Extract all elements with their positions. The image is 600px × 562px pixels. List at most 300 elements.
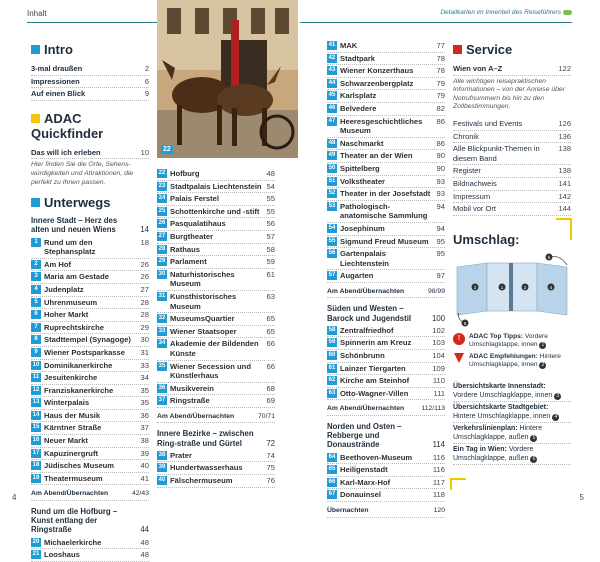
entry-page: 118 bbox=[432, 490, 445, 500]
entry-number: 12 bbox=[32, 386, 40, 393]
entry-page: 57 bbox=[266, 231, 275, 241]
entry-title: Ruprechtskirche bbox=[44, 322, 104, 332]
entry-number: 15 bbox=[32, 424, 40, 431]
entry-title: Parlament bbox=[170, 257, 207, 267]
entry-page: 28 bbox=[140, 310, 149, 320]
entry-number: 35 bbox=[158, 362, 166, 369]
entry-title: MuseumsQuartier bbox=[170, 314, 235, 324]
photo-illustration bbox=[157, 0, 298, 158]
entry-number: 65 bbox=[328, 466, 336, 473]
entry-page: 35 bbox=[140, 398, 149, 408]
toc-row[interactable]: Wien von A–Z 122 bbox=[453, 63, 571, 76]
entry-title: Karl-Marx-Hof bbox=[340, 477, 391, 487]
toc-entry[interactable] bbox=[157, 326, 275, 339]
entry-page: 82 bbox=[436, 103, 445, 113]
entry-number: 8 bbox=[31, 335, 41, 344]
toc-entry[interactable] bbox=[327, 78, 445, 91]
entry-title: Gartenpalais Liechtenstein bbox=[340, 249, 389, 268]
entry-page: 95 bbox=[436, 249, 445, 259]
page-number-left: 4 bbox=[12, 493, 17, 502]
entry-number: 30 bbox=[158, 270, 166, 277]
entry-number: 6 bbox=[31, 310, 41, 319]
photo-hofburg bbox=[157, 0, 298, 158]
entry-title: Augarten bbox=[340, 271, 374, 281]
toc-entry[interactable] bbox=[327, 53, 445, 66]
entry-number: 19 bbox=[32, 474, 40, 481]
toc-footer[interactable]: Am Abend/Übernachten 98/99 bbox=[327, 286, 445, 299]
entry-number: 31 bbox=[158, 292, 166, 299]
toc-entry[interactable] bbox=[157, 231, 275, 244]
service-row-page: 141 bbox=[558, 178, 571, 188]
entry-number: 20 bbox=[32, 538, 40, 545]
entry-title: Jüdisches Museum bbox=[44, 461, 115, 471]
entry-number: 54 bbox=[328, 224, 336, 231]
entry-title: Wiener Secession und Künstlerhaus bbox=[170, 361, 251, 381]
toc-entry[interactable] bbox=[157, 395, 275, 408]
entry-number: 46 bbox=[328, 104, 336, 111]
entry-page: 63 bbox=[266, 291, 275, 301]
entry-page: 26 bbox=[140, 272, 149, 282]
entry-title: Hoher Markt bbox=[44, 310, 89, 320]
entry-title: Sigmund Freud Museum bbox=[340, 236, 429, 246]
entry-page: 35 bbox=[140, 385, 149, 395]
toc-entry[interactable] bbox=[157, 218, 275, 231]
entry-number: 37 bbox=[158, 397, 166, 404]
entry-title: Karlsplatz bbox=[340, 91, 377, 101]
entry-page: 33 bbox=[140, 360, 149, 370]
cover-diagram bbox=[453, 253, 571, 331]
entry-number: 48 bbox=[328, 139, 336, 146]
entry-title: Franziskanerkirche bbox=[44, 385, 114, 395]
entry-page: 95 bbox=[436, 236, 445, 246]
cover-ref: Verkehrslinienplan: Hintere Umschlagklappe, außen 5 bbox=[453, 423, 571, 444]
toc-entry[interactable] bbox=[327, 188, 445, 201]
entry-page: 31 bbox=[140, 347, 149, 357]
square-icon bbox=[453, 45, 462, 54]
entry-page: 86 bbox=[436, 116, 445, 126]
entry-page: 74 bbox=[266, 450, 275, 460]
entry-page: 65 bbox=[266, 314, 275, 324]
square-icon bbox=[31, 114, 40, 123]
column-middle bbox=[157, 168, 275, 488]
toc-entry[interactable] bbox=[327, 138, 445, 151]
toc-entry[interactable] bbox=[157, 450, 275, 463]
entry-number: 52 bbox=[328, 190, 336, 197]
toc-entry[interactable] bbox=[327, 236, 445, 249]
service-row[interactable] bbox=[453, 143, 571, 165]
entry-page: 66 bbox=[266, 361, 275, 371]
entry-page: 34 bbox=[140, 373, 149, 383]
entry-number: 36 bbox=[158, 384, 166, 391]
entry-number: 25 bbox=[158, 207, 166, 214]
entry-number: 21 bbox=[32, 551, 40, 558]
entry-title: Hofburg bbox=[170, 169, 200, 178]
entry-title: Haus der Musik bbox=[44, 410, 101, 420]
entry-title: Schönbrunn bbox=[340, 351, 385, 361]
toc-entry[interactable] bbox=[31, 537, 149, 550]
entry-title: Stadttempel (Synagoge) bbox=[44, 335, 131, 345]
service-row-page: 144 bbox=[558, 204, 571, 214]
entry-page: 55 bbox=[266, 206, 275, 216]
entry-number: 62 bbox=[328, 377, 336, 384]
entry-number: 3 bbox=[31, 272, 41, 281]
service-row[interactable] bbox=[453, 203, 571, 216]
toc-entry[interactable] bbox=[31, 397, 149, 410]
entry-title: Michaelerkirche bbox=[44, 537, 102, 547]
group-title: Norden und Osten – Rebberge und Donaustrände 114 bbox=[327, 422, 445, 450]
toc-entry[interactable] bbox=[31, 284, 149, 297]
toc-entry[interactable] bbox=[327, 150, 445, 163]
entry-title: Rathaus bbox=[170, 244, 200, 254]
entry-title: MAK bbox=[340, 41, 358, 50]
svg-text:6: 6 bbox=[463, 320, 467, 326]
entry-page: 102 bbox=[432, 325, 445, 335]
toc-entry[interactable] bbox=[327, 248, 445, 270]
group-title: Rund um die Hofburg – Kunst entlang der Ringstraße 44 bbox=[31, 507, 149, 535]
toc-entry[interactable] bbox=[157, 206, 275, 219]
entry-number: 55 bbox=[328, 237, 336, 244]
toc-entry[interactable] bbox=[327, 201, 445, 223]
header bbox=[0, 9, 600, 23]
entry-page: 94 bbox=[436, 223, 445, 233]
toc-entry[interactable] bbox=[327, 489, 445, 502]
entry-page: 90 bbox=[436, 151, 445, 161]
entry-number: 40 bbox=[158, 477, 166, 484]
entry-page: 103 bbox=[432, 338, 445, 348]
toc-row[interactable]: Auf einen Blick 9 bbox=[31, 88, 149, 101]
toc-entry[interactable] bbox=[31, 473, 149, 486]
entry-page: 56 bbox=[266, 219, 275, 229]
entry-number: 18 bbox=[32, 462, 40, 469]
service-row[interactable] bbox=[453, 118, 571, 131]
toc-entry[interactable] bbox=[157, 269, 275, 291]
entry-number: 29 bbox=[158, 258, 166, 265]
toc-entry[interactable] bbox=[157, 181, 275, 194]
toc-entry[interactable] bbox=[31, 259, 149, 272]
corner-mark bbox=[450, 478, 466, 480]
service-row[interactable] bbox=[453, 131, 571, 144]
toc-entry[interactable] bbox=[157, 291, 275, 313]
toc-entry[interactable] bbox=[327, 452, 445, 465]
toc-row[interactable]: 3-mal draußen 2 bbox=[31, 63, 149, 76]
entry-title: Theater an der Wien bbox=[340, 151, 413, 161]
toc-entry[interactable] bbox=[327, 223, 445, 236]
entry-title: Stadtpalais Liechtenstein bbox=[170, 181, 262, 191]
entry-title: Maria am Gestade bbox=[44, 272, 109, 282]
section-service-title: Service bbox=[453, 42, 571, 57]
cover-ref: Übersichtskarte Innenstadt: Vordere Umschlagklappe, innen 3 bbox=[453, 381, 571, 402]
entry-title: Josephinum bbox=[340, 223, 385, 233]
entry-page: 78 bbox=[436, 53, 445, 63]
entry-number: 11 bbox=[32, 374, 40, 381]
entry-number: 49 bbox=[328, 152, 336, 159]
entry-page: 93 bbox=[436, 176, 445, 186]
entry-page: 61 bbox=[266, 269, 275, 279]
entry-number: 56 bbox=[328, 250, 336, 257]
entry-page: 36 bbox=[140, 410, 149, 420]
toc-entry[interactable] bbox=[31, 422, 149, 435]
group-title: Innere Bezirke – zwischen Ring-straße und Gürtel 72 bbox=[157, 429, 275, 448]
toc-entry[interactable] bbox=[31, 385, 149, 398]
service-row-title: Alle Blickpunkt-Themen in diesem Band bbox=[453, 144, 540, 163]
entry-title: Theater in der Josefstadt bbox=[340, 189, 431, 199]
toc-entry[interactable] bbox=[31, 372, 149, 385]
toc-entry[interactable] bbox=[31, 309, 149, 322]
entry-number: 59 bbox=[328, 339, 336, 346]
entry-number: 42 bbox=[328, 54, 336, 61]
entry-number: 16 bbox=[32, 437, 40, 444]
photo-number: 22 bbox=[163, 146, 171, 153]
entry-title: Dominikanerkirche bbox=[44, 360, 113, 370]
entry-title: Wiener Postsparkasse bbox=[44, 347, 125, 357]
entry-number: 41 bbox=[328, 42, 336, 48]
entry-page: 116 bbox=[432, 465, 445, 475]
entry-number: 33 bbox=[158, 327, 166, 334]
column-right-toc bbox=[327, 40, 445, 518]
toc-entry[interactable] bbox=[327, 477, 445, 490]
service-row-title: Bildnachweis bbox=[453, 178, 497, 188]
entry-page: 48 bbox=[140, 537, 149, 547]
toc-entry[interactable] bbox=[327, 163, 445, 176]
entry-page: 75 bbox=[266, 463, 275, 473]
toc-entry[interactable] bbox=[327, 350, 445, 363]
entry-page: 94 bbox=[436, 201, 445, 211]
entry-number: 39 bbox=[158, 464, 166, 471]
entry-page: 59 bbox=[266, 257, 275, 267]
entry-title: Schottenkirche und -stift bbox=[170, 206, 260, 216]
cover-ref: Ein Tag in Wien: Vordere Umschlagklappe, außen 6 bbox=[453, 444, 571, 465]
entry-number: 58 bbox=[328, 326, 336, 333]
entry-page: 26 bbox=[140, 259, 149, 269]
toc-entry[interactable] bbox=[31, 334, 149, 347]
column-left bbox=[31, 38, 149, 562]
service-row-page: 138 bbox=[558, 166, 571, 176]
entry-page: 48 bbox=[140, 550, 149, 560]
entry-title: Spittelberg bbox=[340, 163, 380, 173]
entry-title: Akademie der Bildenden Künste bbox=[170, 339, 259, 358]
entry-page: 40 bbox=[140, 461, 149, 471]
entry-page: 29 bbox=[140, 322, 149, 332]
toc-entry[interactable] bbox=[327, 40, 445, 53]
toc-footer[interactable]: Übernachten 120 bbox=[327, 505, 445, 518]
entry-title: Burgtheater bbox=[170, 231, 214, 241]
entry-page: 37 bbox=[140, 423, 149, 433]
entry-number: 67 bbox=[328, 491, 336, 498]
entry-number: 5 bbox=[31, 298, 41, 307]
toc-footer[interactable]: Am Abend/Übernachten 42/43 bbox=[31, 488, 149, 501]
entry-number: 14 bbox=[32, 411, 40, 418]
entry-number: 23 bbox=[158, 182, 166, 189]
umschlag-title: Umschlag: bbox=[453, 231, 520, 247]
page-number-right: 5 bbox=[579, 493, 584, 502]
toc-entry[interactable] bbox=[327, 388, 445, 401]
entry-page: 79 bbox=[436, 91, 445, 101]
toc-entry[interactable] bbox=[31, 435, 149, 448]
toc-entry[interactable] bbox=[31, 322, 149, 335]
entry-page: 30 bbox=[140, 335, 149, 345]
entry-page: 27 bbox=[140, 284, 149, 294]
toc-entry[interactable] bbox=[157, 462, 275, 475]
entry-title: Hundertwasserhaus bbox=[170, 463, 243, 473]
entry-title: Donauinsel bbox=[340, 490, 381, 500]
cover-ref: Übersichtskarte Stadtgebiet: Hintere Umschlagklappe, innen 4 bbox=[453, 402, 571, 423]
group-title: Süden und Westen – Barock und Jugendstil 100 bbox=[327, 304, 445, 323]
entry-page: 68 bbox=[266, 383, 275, 393]
toc-entry[interactable] bbox=[157, 256, 275, 269]
entry-number: 64 bbox=[328, 453, 336, 460]
toc-entry[interactable] bbox=[31, 237, 149, 259]
toc-entry[interactable] bbox=[31, 549, 149, 562]
toc-row[interactable]: Impressionen 6 bbox=[31, 76, 149, 89]
entry-page: 55 bbox=[266, 194, 275, 204]
service-row[interactable] bbox=[453, 178, 571, 191]
entry-page: 86 bbox=[436, 138, 445, 148]
square-icon bbox=[31, 45, 40, 54]
service-row-title: Mobil vor Ort bbox=[453, 204, 496, 214]
entry-title: Uhrenmuseum bbox=[44, 297, 98, 307]
toc-entry[interactable] bbox=[31, 460, 149, 473]
header-left: Inhalt bbox=[27, 9, 47, 18]
entry-title: Kunsthistorisches Museum bbox=[170, 291, 237, 311]
entry-title: Jesuitenkirche bbox=[44, 373, 98, 383]
entry-number: 53 bbox=[328, 202, 336, 209]
header-rule bbox=[300, 22, 572, 23]
entry-title: Volkstheater bbox=[340, 176, 386, 186]
service-row-page: 142 bbox=[558, 191, 571, 201]
entry-title: Am Hof bbox=[44, 259, 71, 269]
entry-title: Kirche am Steinhof bbox=[340, 376, 410, 386]
entry-number: 22 bbox=[158, 170, 166, 176]
toc-entry[interactable] bbox=[157, 244, 275, 257]
entry-number: 45 bbox=[328, 92, 336, 99]
entry-page: 116 bbox=[432, 452, 445, 462]
entry-title: Palais Ferstel bbox=[170, 194, 219, 204]
service-row-title: Impressum bbox=[453, 191, 491, 201]
toc-entry[interactable] bbox=[327, 116, 445, 138]
toc-entry[interactable] bbox=[327, 375, 445, 388]
toc-entry[interactable] bbox=[157, 338, 275, 360]
entry-title: Pathologisch-anatomische Sammlung bbox=[340, 201, 428, 221]
entry-title: Theatermuseum bbox=[44, 473, 103, 483]
entry-title: Prater bbox=[170, 450, 192, 460]
toc-entry[interactable] bbox=[327, 103, 445, 116]
toc-entry[interactable] bbox=[327, 337, 445, 350]
toc-entry[interactable] bbox=[327, 270, 445, 283]
service-row-title: Festivals und Events bbox=[453, 118, 523, 128]
toc-entry[interactable] bbox=[157, 313, 275, 326]
service-row-page: 126 bbox=[558, 118, 571, 128]
entry-title: Pasqualatihaus bbox=[170, 219, 226, 229]
entry-page: 54 bbox=[266, 181, 275, 191]
entry-number: 63 bbox=[328, 389, 336, 396]
toc-row[interactable]: Das will ich erleben 10 bbox=[31, 147, 149, 160]
entry-number: 13 bbox=[32, 399, 40, 406]
entry-title: Lainzer Tiergarten bbox=[340, 363, 406, 373]
entry-number: 9 bbox=[31, 348, 41, 357]
recommendation-label: ADAC Empfehlungen: Hintere Umschlagklappe, innen bbox=[469, 352, 561, 368]
toc-entry[interactable] bbox=[157, 383, 275, 396]
entry-page: 117 bbox=[432, 477, 445, 487]
entry-number: 57 bbox=[328, 272, 336, 279]
entry-page: 41 bbox=[140, 473, 149, 483]
entry-title: Heeresgeschichtliches Museum bbox=[340, 116, 423, 136]
entry-page: 48 bbox=[266, 169, 275, 178]
toc-entry[interactable] bbox=[31, 347, 149, 360]
entry-number: 32 bbox=[158, 315, 166, 322]
entry-title: Zentralfriedhof bbox=[340, 325, 394, 335]
header-right: Detailkarten im Innenteil des Reiseführers bbox=[440, 9, 572, 16]
entry-number: 43 bbox=[328, 67, 336, 74]
service-row[interactable] bbox=[453, 191, 571, 204]
entry-number: 26 bbox=[158, 220, 166, 227]
entry-number: 51 bbox=[328, 177, 336, 184]
section-adac-title: ADAC Quickfinder bbox=[31, 110, 104, 141]
toc-entry[interactable] bbox=[327, 325, 445, 338]
svg-text:3: 3 bbox=[473, 284, 477, 290]
entry-number: 7 bbox=[31, 323, 41, 332]
square-icon bbox=[31, 198, 40, 207]
toc-entry[interactable] bbox=[157, 475, 275, 488]
entry-title: Fälschermuseum bbox=[170, 476, 233, 486]
toc-entry[interactable] bbox=[157, 168, 275, 181]
section-intro-title: Intro bbox=[31, 42, 149, 57]
entry-title: Judenplatz bbox=[44, 284, 84, 294]
entry-number: 2 bbox=[31, 260, 41, 269]
toc-footer[interactable]: Am Abend/Übernachten 70/71 bbox=[157, 411, 275, 424]
toc-entry[interactable] bbox=[31, 410, 149, 423]
entry-page: 18 bbox=[140, 237, 149, 247]
entry-number: 60 bbox=[328, 352, 336, 359]
entry-title: Rund um den Stephansplatz bbox=[44, 237, 96, 257]
toc-entry[interactable] bbox=[327, 176, 445, 189]
entry-number: 66 bbox=[328, 478, 336, 485]
entry-title: Stadtpark bbox=[340, 53, 376, 63]
toc-entry[interactable] bbox=[31, 360, 149, 373]
entry-page: 79 bbox=[436, 78, 445, 88]
entry-number: 47 bbox=[328, 117, 336, 124]
entry-page: 28 bbox=[140, 297, 149, 307]
toc-footer[interactable]: Am Abend/Übernachten 112/113 bbox=[327, 403, 445, 416]
entry-number: 34 bbox=[158, 340, 166, 347]
toc-entry[interactable] bbox=[157, 361, 275, 383]
entry-title: Belvedere bbox=[340, 103, 377, 113]
toc-entry[interactable] bbox=[31, 448, 149, 461]
entry-title: Looshaus bbox=[44, 550, 80, 560]
toc-entry[interactable] bbox=[31, 271, 149, 284]
entry-number: 38 bbox=[158, 451, 166, 458]
toc-entry[interactable] bbox=[327, 65, 445, 78]
entry-page: 76 bbox=[266, 476, 275, 486]
service-row[interactable] bbox=[453, 165, 571, 178]
service-row-page: 136 bbox=[558, 131, 571, 141]
svg-text:5: 5 bbox=[547, 254, 551, 260]
entry-title: Wiener Staatsoper bbox=[170, 326, 237, 336]
entry-title: Otto-Wagner-Villen bbox=[340, 388, 409, 398]
toc-entry[interactable] bbox=[31, 297, 149, 310]
entry-page: 93 bbox=[436, 189, 445, 199]
svg-text:1: 1 bbox=[500, 284, 504, 290]
toc-entry[interactable] bbox=[327, 464, 445, 477]
toc-entry[interactable] bbox=[327, 90, 445, 103]
toc-entry[interactable] bbox=[327, 363, 445, 376]
toc-entry[interactable] bbox=[157, 193, 275, 206]
entry-number: 17 bbox=[32, 449, 40, 456]
top-tip-icon: ! bbox=[453, 333, 465, 345]
entry-title: Kapuzinergruft bbox=[44, 448, 98, 458]
svg-text:2: 2 bbox=[523, 284, 527, 290]
entry-number: 24 bbox=[158, 195, 166, 202]
entry-page: 111 bbox=[433, 388, 445, 398]
